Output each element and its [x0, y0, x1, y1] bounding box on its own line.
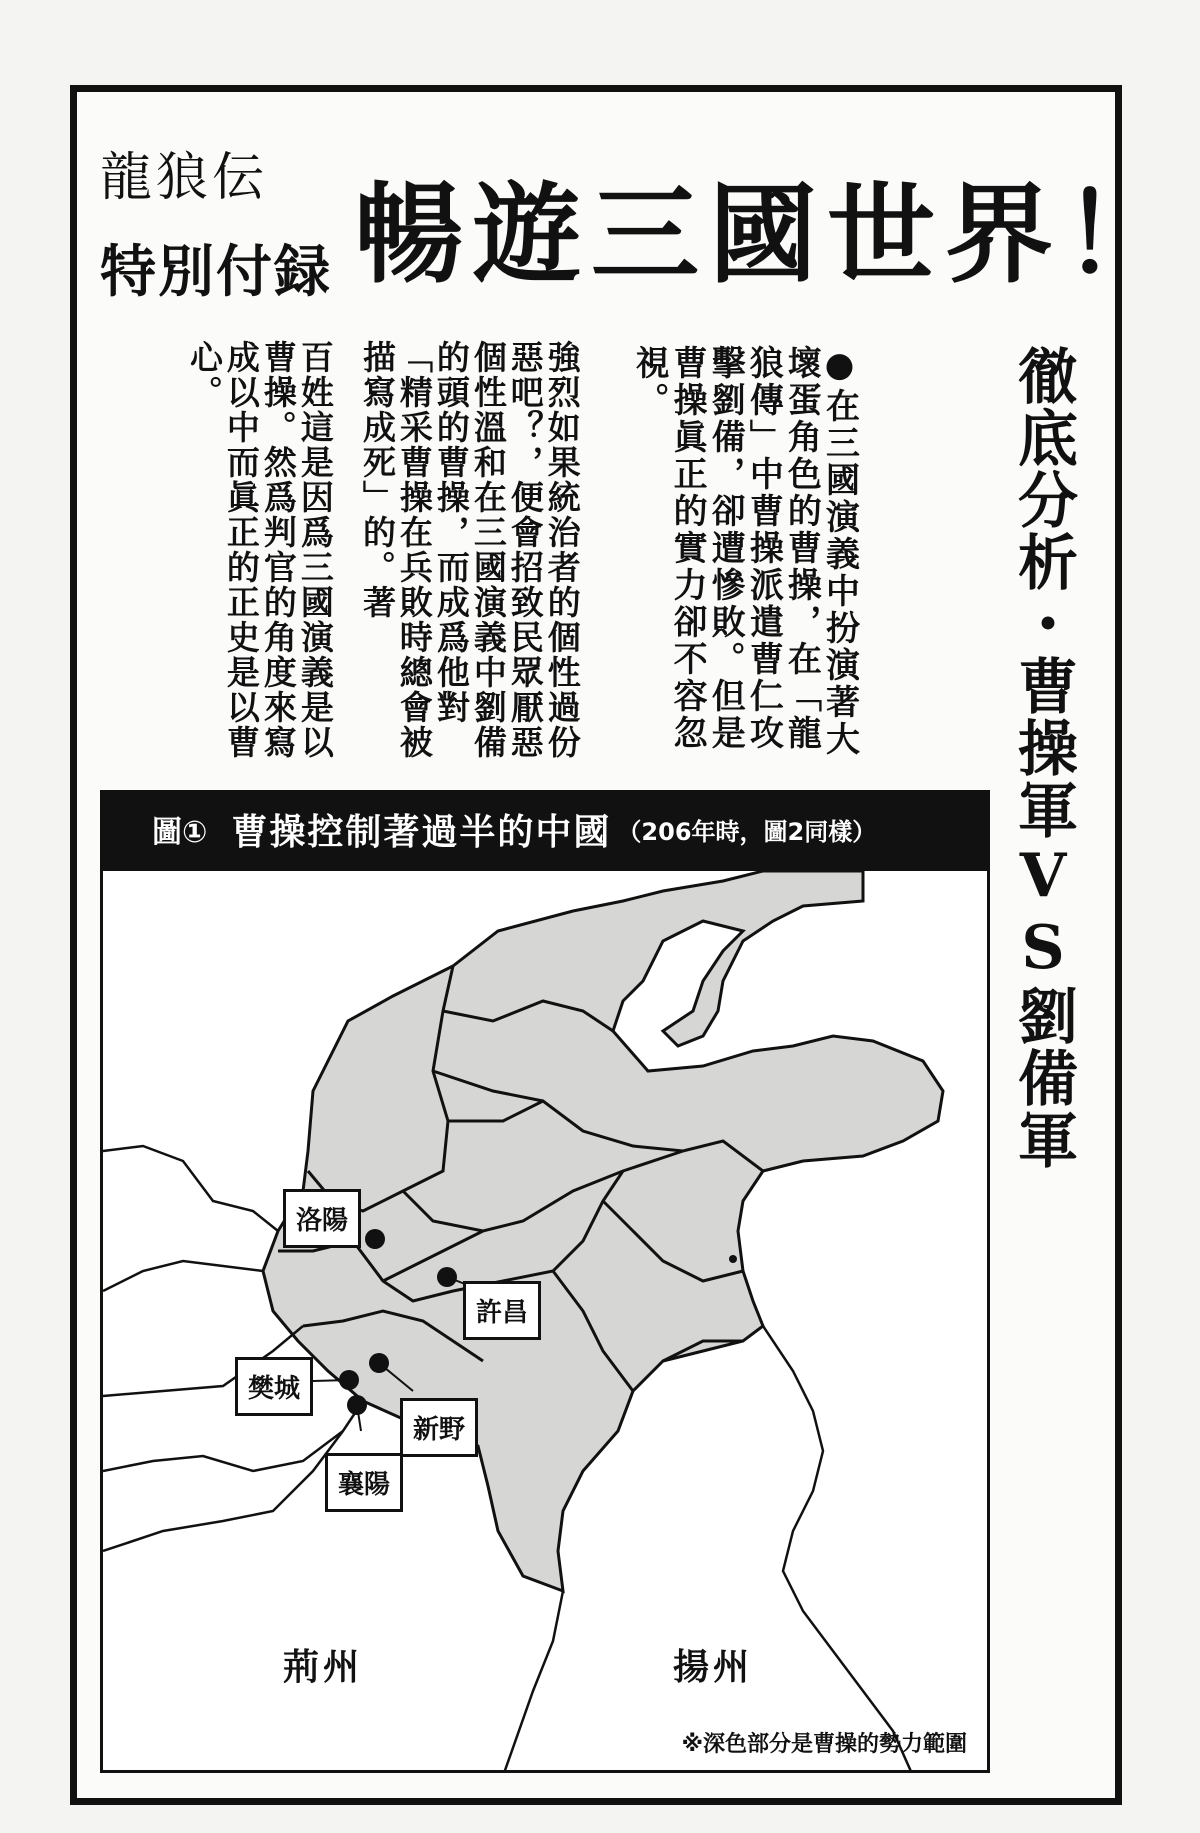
map-caption-bar [100, 790, 990, 868]
supplement-label: 特別付録 [100, 240, 332, 305]
figure-number: 圖① [152, 815, 208, 850]
map-area [100, 868, 990, 1773]
city-dot-small [729, 1255, 737, 1263]
map-footnote: ※深色部分是曹操的勢力範圍 [681, 1732, 967, 1757]
article-subtitle: 徹底分析・曹操軍VS劉備軍 [1008, 345, 1078, 1171]
region-label-yangzhou: 揚州 [673, 1647, 754, 1688]
city-label-luoyang: 洛陽 [283, 1189, 361, 1248]
map-caption: 曹操控制著過半的中國 [231, 811, 612, 853]
region-label-jingzhou: 荊州 [283, 1647, 364, 1688]
city-label-xuchang: 許昌 [463, 1281, 541, 1340]
map-caption-note: （206年時，圖2同樣） [617, 817, 877, 846]
city-dot-luoyang [365, 1229, 385, 1249]
map-graphic [103, 871, 990, 1773]
main-title: 暢遊三國世界！ [355, 172, 1182, 298]
city-label-xinye: 新野 [400, 1398, 478, 1457]
city-label-fancheng: 樊城 [235, 1357, 313, 1416]
article-column-1: ●在三國演義中扮演著大壞蛋角色的曹操，在「龍狼傳」中曹操派遣曹仁攻擊劉備，卻遭慘敗。但是曹操眞正的實力卻不容忽視。 [629, 345, 860, 758]
article-column-3: 百姓這是因爲三國演義是以曹操。然爲判官的角度來寫成以中而眞正的正史是以曹心。 [184, 340, 335, 760]
article-column-2: 強烈如果統治者的個性過份惡吧？，便會招致民眾厭惡個性溫和在三國演義中劉備的頭的曹操，而成爲他對「精采曹操在兵敗時總會被描寫成死」的。著 [357, 340, 582, 760]
series-title: 龍狼伝 [100, 148, 269, 208]
city-label-xiangyang: 襄陽 [325, 1453, 403, 1512]
